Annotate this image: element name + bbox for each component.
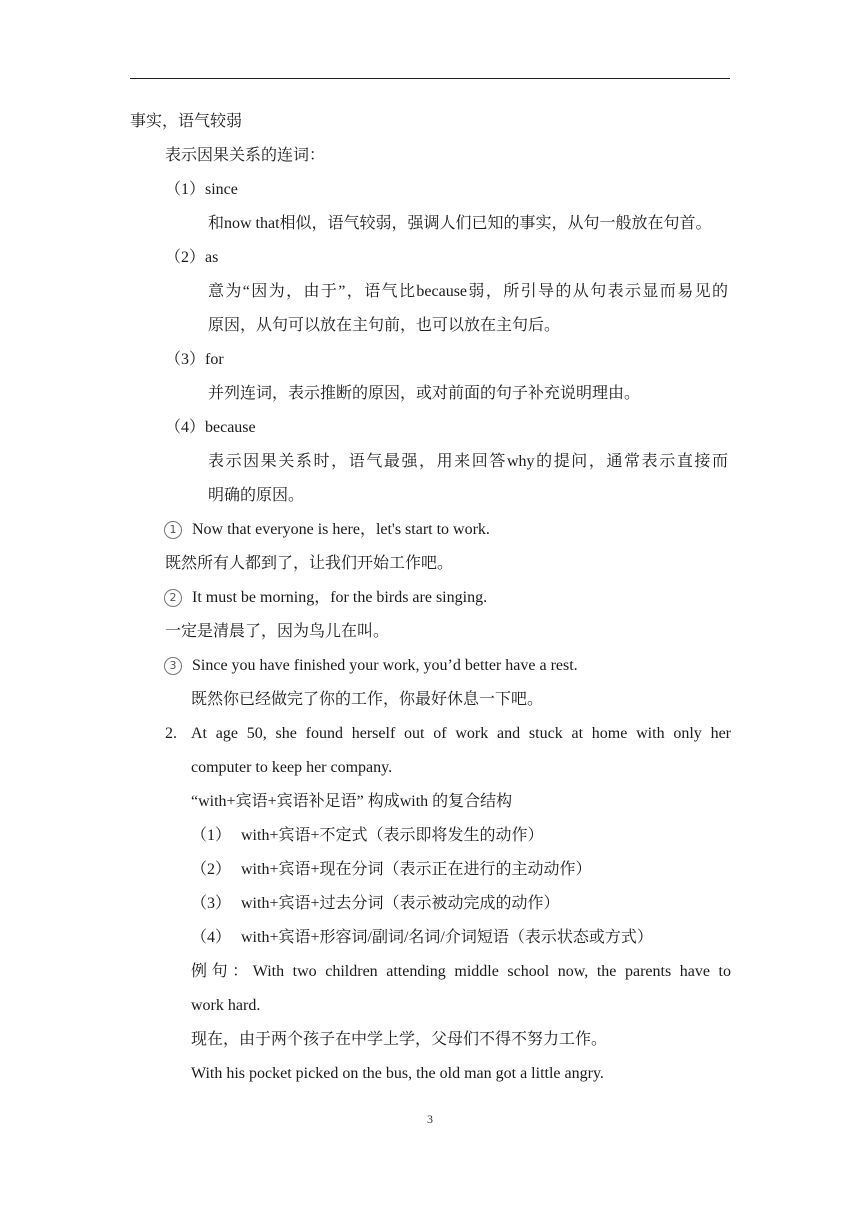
text-line: 并列连词，表示推断的原因，或对前面的句子补充说明理由。	[208, 385, 641, 402]
example-sentence	[164, 520, 490, 540]
grammar-rule: （2） with+宾语+现在分词（表示正在进行的主动动作）	[191, 861, 592, 878]
grammar-rule: （1） with+宾语+不定式（表示即将发生的动作）	[191, 827, 544, 844]
example-sentence: With his pocket picked on the bus, the old man got a little angry.	[191, 1065, 604, 1082]
list-heading: （3）for	[165, 351, 224, 368]
list-heading: （4）because	[165, 419, 256, 436]
example-text: It must be morning，for the birds are singing.	[192, 589, 488, 606]
example-translation: 现在，由于两个孩子在中学上学，父母们不得不努力工作。	[191, 1031, 608, 1048]
circled-number-3: 3	[164, 657, 182, 675]
example-translation: 既然你已经做完了你的工作，你最好休息一下吧。	[191, 691, 544, 708]
item-text: At age 50, she found herself out of work and stuck at home with only her	[191, 725, 731, 742]
list-heading: （1）since	[165, 181, 238, 198]
item-text: computer to keep her company.	[191, 759, 393, 776]
list-heading: （2）as	[165, 249, 219, 266]
example-translation: 一定是清晨了，因为鸟儿在叫。	[165, 623, 390, 640]
example-text: Now that everyone is here，let's start to work.	[192, 521, 490, 538]
grammar-rule: （4） with+宾语+形容词/副词/名词/介词短语（表示状态或方式）	[191, 929, 653, 946]
item-number: 2.	[165, 725, 177, 742]
text-line: 明确的原因。	[208, 487, 305, 504]
text-line: 事实，语气较弱	[130, 113, 243, 130]
text-line: 原因，从句可以放在主句前，也可以放在主句后。	[208, 317, 561, 334]
page-number: 3	[427, 1112, 433, 1126]
example-text: Since you have finished your work, you’d better have a rest.	[192, 657, 578, 674]
circled-number-2: 2	[164, 589, 182, 607]
example-sentence	[164, 588, 487, 608]
text-line: 表示因果关系的连词：	[165, 147, 326, 164]
header-rule	[130, 78, 730, 79]
example-sentence: work hard.	[191, 997, 261, 1014]
circled-number-1: 1	[164, 521, 182, 539]
text-line: 表示因果关系时，语气最强，用来回答why的提问，通常表示直接而	[208, 453, 728, 470]
example-translation: 既然所有人都到了，让我们开始工作吧。	[165, 555, 454, 572]
text-line: 和now that相似，语气较弱，强调人们已知的事实，从句一般放在句首。	[208, 215, 712, 232]
grammar-intro: “with+宾语+宾语补足语” 构成with 的复合结构	[191, 793, 513, 810]
example-sentence: 例句：With two children attending middle school now, the parents have to	[191, 963, 731, 980]
grammar-rule: （3） with+宾语+过去分词（表示被动完成的动作）	[191, 895, 560, 912]
text-line: 意为“因为，由于”，语气比because弱，所引导的从句表示显而易见的	[208, 283, 728, 300]
example-sentence	[164, 656, 578, 676]
